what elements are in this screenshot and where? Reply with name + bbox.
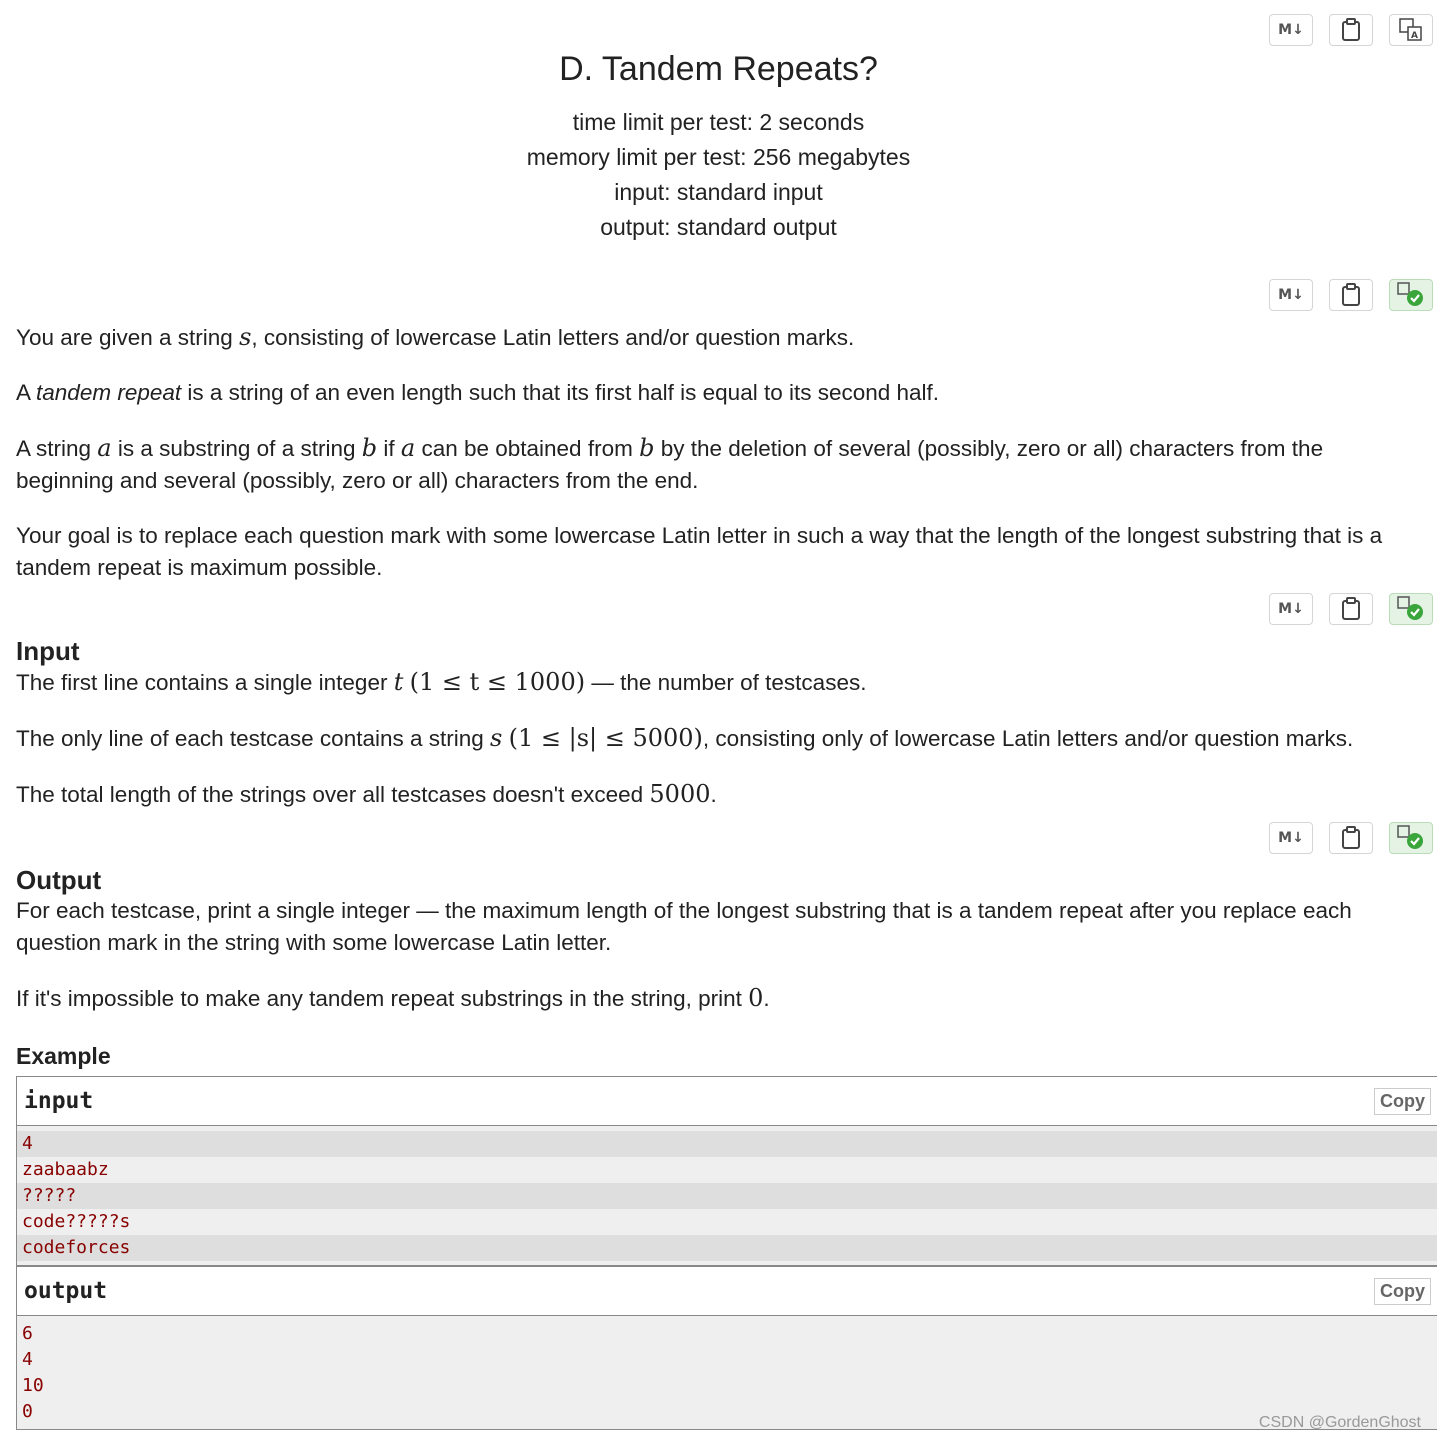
- input-line: zaabaabz: [22, 1159, 109, 1180]
- markdown-button[interactable]: M↓: [1269, 822, 1313, 854]
- input-specification: [16, 636, 1419, 834]
- output-specification: [16, 865, 1419, 1038]
- copy-output-button[interactable]: Copy: [1374, 1278, 1431, 1305]
- translate-icon: [1399, 18, 1423, 42]
- translated-check-icon: [1397, 825, 1425, 851]
- statement-paragraph: You are given a string s, consisting of lowercase Latin letters and/or question marks.: [16, 323, 855, 351]
- statement-paragraph: A string a is a substring of a string b if a can be obtained from b by the deletion of several (possibly, zero or all) characters from the beginning and several (possibly, zero or all) characters from the end.: [16, 434, 1324, 493]
- toolbar-statement: [1269, 279, 1433, 311]
- page-title: D. Tandem Repeats?: [559, 50, 878, 88]
- translated-button[interactable]: [1389, 822, 1433, 854]
- memory-limit: memory limit per test: 256 megabytes: [526, 144, 911, 170]
- output-paragraph: If it's impossible to make any tandem repeat substrings in the string, print 0.: [16, 984, 770, 1012]
- copy-clipboard-button[interactable]: [1329, 14, 1373, 46]
- copy-clipboard-button[interactable]: [1329, 279, 1373, 311]
- output-line: 4: [22, 1349, 33, 1370]
- markdown-button[interactable]: M↓: [1269, 279, 1313, 311]
- output-source: output: standard output: [600, 214, 837, 240]
- input-title: Input: [16, 636, 80, 666]
- input-line: 4: [17, 1131, 1437, 1157]
- output-label: output: [24, 1278, 108, 1304]
- statement-paragraph: A tandem repeat is a string of an even length such that its first half is equal to its second half.: [16, 380, 940, 405]
- translated-check-icon: [1397, 596, 1425, 622]
- clipboard-icon: [1341, 283, 1361, 307]
- copy-clipboard-button[interactable]: [1329, 593, 1373, 625]
- input-source: input: standard input: [614, 179, 823, 205]
- translated-check-icon: [1397, 282, 1425, 308]
- output-paragraph: For each testcase, print a single integer — the maximum length of the longest substring that is a tandem repeat after you replace each question mark in the string with some lowercase Latin letter.: [16, 898, 1352, 955]
- toolbar-input: [1269, 593, 1433, 625]
- output-title: Output: [16, 865, 102, 895]
- example-input-box: [16, 1076, 1437, 1266]
- example-title: Example: [16, 1043, 111, 1069]
- clipboard-icon: [1341, 597, 1361, 621]
- toolbar-title: [1269, 14, 1433, 46]
- output-line: 6: [22, 1323, 33, 1344]
- time-limit: time limit per test: 2 seconds: [572, 109, 865, 135]
- clipboard-icon: [1341, 18, 1361, 42]
- copy-input-button[interactable]: Copy: [1374, 1088, 1431, 1115]
- markdown-button[interactable]: M↓: [1269, 593, 1313, 625]
- output-line: 10: [22, 1375, 44, 1396]
- example-input-body: [17, 1126, 1437, 1265]
- translated-button[interactable]: [1389, 593, 1433, 625]
- input-paragraph: The first line contains a single integer t (1 ≤ t ≤ 1000) — the number of testcases.: [16, 668, 867, 696]
- input-line: ?????: [17, 1183, 1437, 1209]
- watermark: CSDN @GordenGhost: [1258, 1414, 1421, 1431]
- problem-statement: [16, 321, 1419, 607]
- statement-paragraph: Your goal is to replace each question mark with some lowercase Latin letter in such a way that the length of the longest substring that is a tandem repeat is maximum possible.: [16, 523, 1383, 580]
- markdown-button[interactable]: M↓: [1269, 14, 1313, 46]
- input-label: input: [24, 1088, 94, 1114]
- svg-text:A: A: [1411, 31, 1418, 41]
- toolbar-output: [1269, 822, 1433, 854]
- input-line: codeforces: [17, 1235, 1437, 1261]
- input-paragraph: The only line of each testcase contains a string s (1 ≤ |s| ≤ 5000), consisting only of lowercase Latin letters and/or question marks.: [16, 724, 1354, 752]
- problem-header: [0, 50, 1437, 245]
- input-line: code?????s: [22, 1211, 131, 1232]
- translate-button[interactable]: [1389, 14, 1433, 46]
- copy-clipboard-button[interactable]: [1329, 822, 1373, 854]
- example-output-box: [16, 1266, 1437, 1430]
- input-paragraph: The total length of the strings over all testcases doesn't exceed 5000.: [16, 780, 717, 808]
- output-line: 0: [22, 1401, 33, 1422]
- example-output-body: [17, 1316, 1437, 1429]
- translated-button[interactable]: [1389, 279, 1433, 311]
- clipboard-icon: [1341, 826, 1361, 850]
